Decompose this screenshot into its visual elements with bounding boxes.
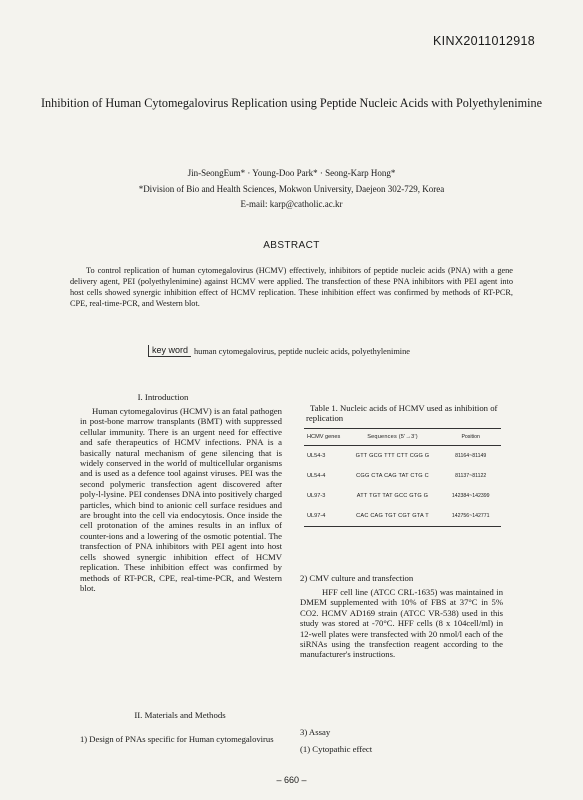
table-header-genes: HCMV genes — [304, 429, 345, 446]
table-cell-sequence: ATT TGT TAT GCC GTG G — [356, 493, 429, 499]
keyword-label: key word — [148, 345, 191, 357]
document-id: KINX2011012918 — [433, 34, 535, 48]
page-number: – 660 – — [276, 775, 307, 785]
table-cell-gene: UL54-4 — [307, 473, 326, 479]
methods-heading: II. Materials and Methods — [134, 710, 226, 720]
introduction-text: Human cytomegalovirus (HCMV) is an fatal pathogen in post-bone marrow transplants (BMT) with suppressed cellular immunity. There is an urgent need for effective and safe therapeutics of HCMV infections. PNA is a basically natural mechanism of gene silencing that is widely conserved in the world of multicellular organisms and is used as a defence tool against viruses. PEI was the second polymeric transfection agent discovered after poly-l-lysine. PEI condenses DNA into positively charged particles, which bind to anionic cell surface residues and are brought into the cell via endocytosis. Once inside the cell protonation of the amines results in an influx of counter-ions and a lowering of the osmotic potential. The transfection of PNA inhibitors with PEI agent into host cells showed synergic inhibition effect of HCMV replication. These inhibition effect was confirmed by methods of RT-PCR, CPE, real-time-PCR, and Western blot. — [80, 406, 282, 593]
email: E-mail: karp@catholic.ac.kr — [240, 199, 343, 209]
authors: Jin-SeongEum* · Young-Doo Park* · Seong-Karp Hong* — [187, 168, 396, 178]
table-cell-gene: UL97-4 — [304, 506, 345, 527]
table-cell-position: 142384~142399 — [451, 493, 490, 499]
table-cell-position: 142756~142771 — [440, 506, 501, 527]
abstract-heading: ABSTRACT — [263, 240, 320, 251]
table-row — [304, 446, 501, 467]
table-header-row — [304, 429, 501, 446]
affiliation: *Division of Bio and Health Sciences, Mokwon University, Daejeon 302-729, Korea — [138, 184, 445, 194]
table-cell-sequence: CGG CTA CAG TAT CTG C — [356, 473, 429, 479]
table-cell-position: 81137~81122 — [455, 473, 487, 479]
table-cell-gene: UL97-3 — [307, 493, 326, 499]
introduction-heading: I. Introduction — [137, 392, 189, 402]
table-caption: Table 1. Nucleic acids of HCMV used as inhibition of replication — [306, 403, 498, 423]
paper-title: Inhibition of Human Cytomegalovirus Replication using Peptide Nucleic Acids with Polyethylenimine — [41, 96, 542, 110]
table-row — [304, 486, 501, 506]
table-cell-sequence: CAC CAG TGT CGT GTA T — [345, 506, 441, 527]
keyword-text: human cytomegalovirus, peptide nucleic acids, polyethylenimine — [194, 346, 410, 356]
table-row — [304, 506, 501, 527]
table-header-sequences: Sequences (5'→3') — [345, 429, 441, 446]
table-cell-gene: UL54-3 — [307, 453, 326, 459]
table-row — [304, 466, 501, 486]
nucleic-acid-table — [304, 428, 501, 527]
table-cell-position: 81164~81149 — [455, 453, 487, 459]
assay-heading: 3) Assay — [300, 727, 331, 737]
keywords — [148, 345, 410, 357]
abstract-text: To control replication of human cytomegalovirus (HCMV) effectively, inhibitors of peptide nucleic acids (PNA) with a gene delivery agent, PEI (polyethylenimine) against HCMV were applied. The transfection of these PNA inhibitors with PEI agent into host cells showed synergic inhibition effect of HCMV replication. These inhibition effect was confirmed by methods of RT-PCR, CPE, real-time-PCR, and Western blot. — [70, 266, 513, 308]
table-cell-sequence: GTT GCG TTT CTT CGG G — [355, 453, 430, 459]
cmv-culture-heading: 2) CMV culture and transfection — [300, 573, 414, 583]
design-subheading: 1) Design of PNAs specific for Human cytomegalovirus — [80, 734, 274, 744]
cmv-culture-text: HFF cell line (ATCC CRL-1635) was maintained in DMEM supplemented with 10% of FBS at 37°C in 5% CO2. HCMV AD169 strain (ATCC VR-538) used in this study was stored at -70°C. HFF cells (8 x 104cell/ml) in 12-well plates were transfected with 20 nmol/l each of the siRNAs using the transfection reagent according to the manufacturer's instructions. — [300, 587, 503, 660]
table-header-position: Position — [440, 429, 501, 446]
cytopathic-effect-heading: (1) Cytopathic effect — [300, 744, 373, 754]
